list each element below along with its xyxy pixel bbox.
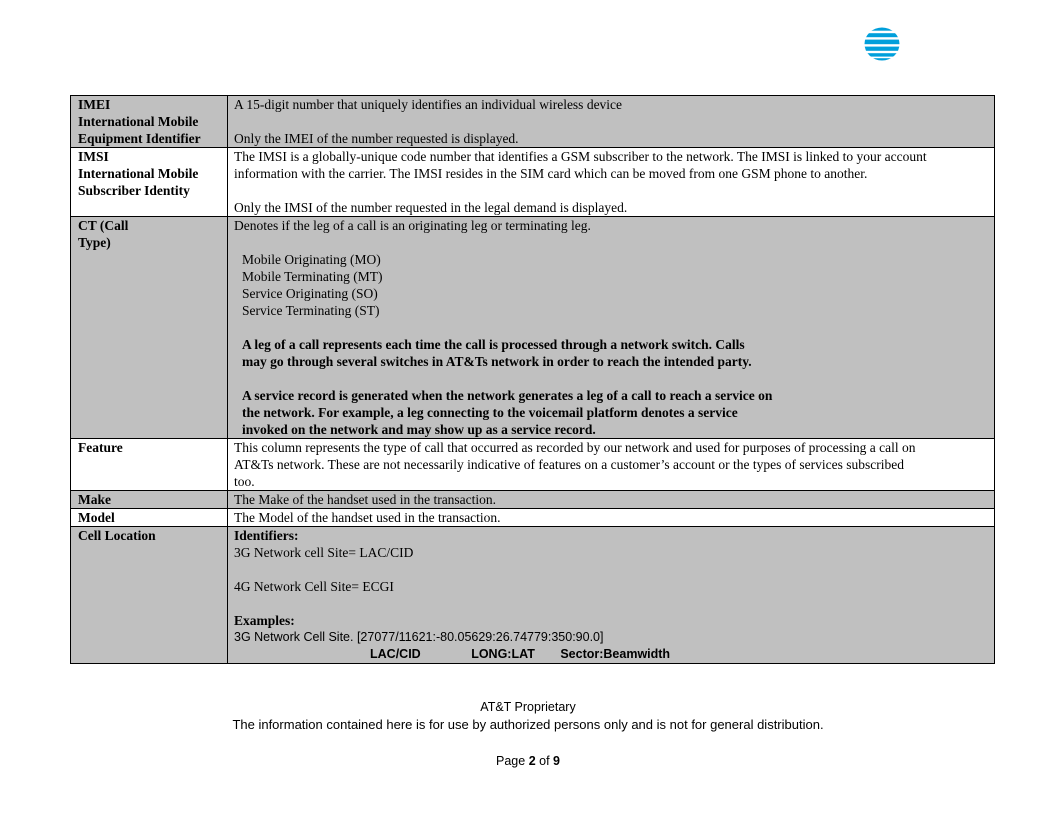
example-line: 3G Network Cell Site. [27077/11621:-80.05629:26.74779:350:90.0] [234, 630, 604, 644]
page-of: of [539, 754, 550, 768]
table-row-model [71, 509, 995, 527]
table-row-make [71, 491, 995, 509]
term-line: Subscriber Identity [78, 183, 190, 198]
term-cell: Make [71, 491, 228, 509]
page-prefix: Page [496, 754, 526, 768]
desc-line: too. [234, 474, 255, 489]
term-cell: Feature [71, 439, 228, 491]
term-line: Equipment Identifier [78, 131, 201, 146]
desc-line: 3G Network cell Site= LAC/CID [234, 545, 414, 560]
table-row-feature [71, 439, 995, 491]
term-cell [71, 217, 228, 439]
desc-line: information with the carrier. The IMSI resides in the SIM card which can be moved from one GSM phone to another. [234, 166, 868, 181]
term-line: IMSI [78, 149, 109, 164]
term-line: International Mobile [78, 114, 199, 129]
description-cell [228, 148, 995, 217]
page-current: 2 [528, 754, 536, 768]
description-cell [228, 527, 995, 664]
term-cell: Model [71, 509, 228, 527]
bold-note-line: invoked on the network and may show up as a service record. [242, 422, 596, 437]
table-row-imei [71, 96, 995, 148]
term-cell [71, 96, 228, 148]
example-label-long-lat: LONG:LAT [471, 647, 535, 661]
example-label-lac-cid: LAC/CID [370, 647, 421, 661]
examples-label: Examples: [234, 613, 295, 628]
description-cell [228, 217, 995, 439]
footer-notice: The information contained here is for use by authorized persons only and is not for general distribution. [232, 717, 824, 732]
term-cell: Cell Location [71, 527, 228, 664]
desc-line: AT&Ts network. These are not necessarily indicative of features on a customer’s account or the types of services subscribed [234, 457, 904, 472]
bold-note-line: may go through several switches in AT&Ts network in order to reach the intended party. [242, 354, 752, 369]
desc-line: This column represents the type of call that occurred as recorded by our network and used for purposes of processing a call on [234, 440, 916, 455]
term-line: International Mobile [78, 166, 199, 181]
term-line: CT (Call [78, 218, 129, 233]
footer-proprietary: AT&T Proprietary [480, 700, 576, 714]
table-row-cell-location [71, 527, 995, 664]
att-globe-logo [862, 26, 902, 62]
definitions-table [70, 95, 995, 664]
bold-note-line: A service record is generated when the network generates a leg of a call to reach a service on [242, 388, 773, 403]
table-row-call-type [71, 217, 995, 439]
bold-note-line: A leg of a call represents each time the call is processed through a network switch. Calls [242, 337, 745, 352]
call-type-item: Service Terminating (ST) [242, 303, 380, 318]
page-number [0, 754, 1056, 768]
example-field-labels [234, 646, 988, 663]
table-row-imsi [71, 148, 995, 217]
description-cell: The Make of the handset used in the transaction. [228, 491, 995, 509]
identifiers-label: Identifiers: [234, 528, 299, 543]
term-line: Type) [78, 235, 111, 250]
description-cell [228, 96, 995, 148]
page-total: 9 [553, 754, 560, 768]
description-cell: The Model of the handset used in the transaction. [228, 509, 995, 527]
desc-line: Only the IMSI of the number requested in the legal demand is displayed. [234, 200, 628, 215]
term-line: IMEI [78, 97, 111, 112]
call-type-item: Mobile Originating (MO) [242, 252, 381, 267]
desc-line: A 15-digit number that uniquely identifies an individual wireless device [234, 97, 623, 112]
desc-line: Only the IMEI of the number requested is displayed. [234, 131, 519, 146]
example-label-sector: Sector:Beamwidth [560, 647, 671, 661]
call-type-item: Service Originating (SO) [242, 286, 378, 301]
term-cell [71, 148, 228, 217]
call-type-item: Mobile Terminating (MT) [242, 269, 383, 284]
desc-line: 4G Network Cell Site= ECGI [234, 579, 394, 594]
desc-line: Denotes if the leg of a call is an originating leg or terminating leg. [234, 218, 591, 233]
description-cell [228, 439, 995, 491]
desc-line: The IMSI is a globally-unique code number that identifies a GSM subscriber to the network. The IMSI is linked to your account [234, 149, 927, 164]
bold-note-line: the network. For example, a leg connecting to the voicemail platform denotes a service [242, 405, 738, 420]
